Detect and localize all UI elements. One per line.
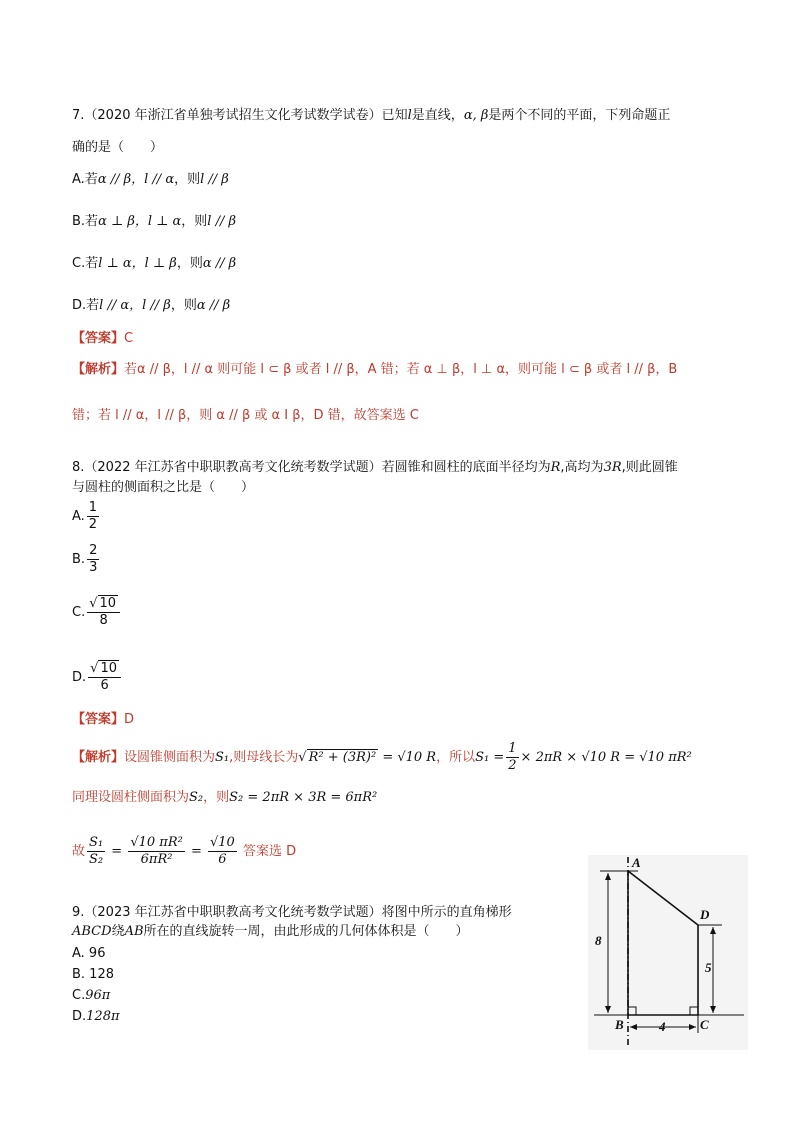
label-a: A [632,855,641,870]
q7-option-a [72,170,229,190]
q7-analysis-line2 [72,406,419,426]
q9-stem-text-b: 绕 [111,924,125,939]
q8-half-fraction [506,741,518,774]
fraction-numerator: 1 [88,500,98,515]
fraction-numerator: √ 10 [87,596,120,613]
q7-option-c-math: l ⊥ α，l ⊥ β [98,256,177,271]
fraction-denominator: 2 [508,758,517,773]
q9-stem-text: 9.（2023 年江苏省中职职教高考文化统考数学试题）将图中所示的直角梯形 [72,905,512,920]
q9-option-c-math: 96π [85,988,111,1003]
label-c: C [700,1017,709,1032]
q7-answer-tag: 【答案】 [72,331,125,346]
q8-stem-text-d: 与圆柱的侧面积之比是（ ） [72,480,255,495]
q8-analysis-text-d: 同理设圆柱侧面积为 [72,790,190,805]
q9-option-d-label: D. [72,1009,87,1024]
q8-conclusion: 故 $\frac{\text{S₁}}{\text{S₂}}$ = $\frac{\text{√10 πR²}}{\text{6πR²}}$ = $\frac{√10}{6}$ 答案选 D [72,835,297,867]
q9-option-a-text: A. 96 [72,946,106,961]
q7-option-d-result: α // β [196,298,231,313]
q8-s1-rhs: × 2πR × √10 R = √10 πR² [520,750,692,765]
q8-answer-value: D [124,712,135,727]
q9-option-b-text: B. 128 [72,967,114,982]
q7-option-a-math: α // β，l // α [97,172,175,187]
q9-stem-abcd: ABCD [72,924,112,939]
sqrt-radicand: 10 [100,661,117,676]
trapezoid-figure [588,855,748,1050]
q8-stem-text-c: ,则此圆锥 [621,460,678,475]
q7-option-c-label: C.若 [72,256,99,271]
fraction-numerator: √10 πR² [130,835,183,850]
q7-option-c-then: ，则 [176,256,203,271]
fraction-denominator: 6 [218,852,227,867]
q7-stem-text: 7.（2020 年浙江省单独考试招生文化考试数学试卷）已知 [72,108,408,123]
q8-stem-text-b: ,高均为 [560,460,604,475]
q8-option-d-label: D. [72,670,87,685]
q9-option-c [72,986,110,1006]
figure-background [588,855,748,1050]
q7-option-a-label: A.若 [72,172,98,187]
dim-ab-label: 8 [595,933,602,948]
fraction-denominator: 2 [88,517,98,532]
q7-option-b-label: B.若 [72,214,99,229]
q9-stem-ab: AB [124,924,144,939]
q8-ratio-fraction [87,835,105,868]
dim-dc-label: 5 [705,960,712,975]
fraction-denominator: 6 [100,678,109,693]
q7-option-a-result: l // β [200,172,229,187]
fraction-denominator: 8 [99,613,108,628]
fraction-denominator: 3 [89,560,98,575]
q7-analysis-tag: 【解析】 [72,362,125,377]
q8-option-b-label: B. [72,552,86,567]
q8-stem-line1 [72,458,678,478]
q7-stem-line2 [72,138,163,158]
label-b: B [615,1017,624,1032]
q8-s2: S₂ [189,790,204,805]
q8-slant-height-expr: √ R² + (3R)² = √10 R [298,750,437,765]
fraction-denominator: S₂ [89,852,104,867]
q9-option-a [72,944,105,964]
q8-stem-text: 8.（2022 年江苏省中职职教高考文化统考数学试题）若圆锥和圆柱的底面半径均为 [72,460,551,475]
q7-answer-value: C [124,331,134,346]
q8-option-c-label: C. [72,605,86,620]
q9-option-b [72,965,114,985]
q8-stem-3r: 3R [603,460,622,475]
q8-option-a-fraction [87,500,99,533]
q7-option-d-math: l // α，l // β [99,298,171,313]
q8-area-fraction [128,835,185,868]
q7-stem-text-b: 是直线， [411,108,464,123]
q7-stem-text-d: 确的是（ ） [72,140,164,155]
q8-answer [72,710,134,730]
sqrt-radicand: 10 [99,596,117,611]
q8-eq-sqrt10r: = √10 R [382,750,437,765]
q8-stem-line2 [72,478,254,498]
q8-analysis-text-b: ,则母线长为 [229,750,299,765]
fraction-numerator: √10 [210,835,235,850]
sqrt-radicand: R² + (3R)² [308,750,377,765]
q7-analysis-text1: 若α // β，l // α 则可能 l ⊂ β 或者 l // β，A 错；若 α ⊥ β，l ⊥ α，则可能 l ⊂ β 或者 l // β，B [124,362,678,377]
q9-option-d-math: 128π [86,1009,120,1024]
fraction-numerator: 2 [89,543,98,558]
q8-option-a-label: A. [72,509,85,524]
q9-option-c-label: C. [72,988,86,1003]
q9-stem-text-c: 所在的直线旋转一周，由此形成的几何体体积是（ ） [143,924,469,939]
q7-analysis-line1 [72,360,677,380]
q8-analysis-text-e: ，则 [203,790,230,805]
q8-s1-eq: S₁ = [475,750,505,765]
q7-stem-line1 [72,106,670,126]
q8-s2-expr: S₂ = 2πR × 3R = 6πR² [229,790,378,805]
q9-stem-line2 [72,922,469,942]
q8-s1: S₁ [215,750,230,765]
q8-analysis-tag: 【解析】 [72,750,125,765]
q7-stem-alpha-beta: α, β [463,108,489,123]
q7-answer [72,329,133,349]
fraction-numerator: 1 [508,741,517,756]
q9-option-d [72,1007,120,1027]
q9-stem-line1 [72,903,512,923]
q7-option-b [72,212,236,232]
dim-bc-label: 4 [659,1019,666,1034]
q8-option-a [72,500,101,533]
q8-analysis-line1 [72,741,692,774]
q7-stem-text-c: 是两个不同的平面，下列命题正 [488,108,671,123]
q8-option-b [72,543,101,576]
q8-option-c-fraction [87,596,120,629]
q7-stem-l: l [407,108,412,123]
fraction-denominator: 6πR² [140,852,173,867]
q8-result-fraction [208,835,237,868]
q8-option-c [72,596,122,629]
q7-option-d-then: ，则 [170,298,197,313]
q7-option-b-then: ，则 [181,214,208,229]
q7-option-a-then: ，则 [174,172,201,187]
q8-analysis-line2 [72,788,377,808]
q8-stem-r: R [550,460,561,475]
q8-answer-tag: 【答案】 [72,712,125,727]
label-d: D [700,907,710,922]
q7-option-b-result: l // β [207,214,236,229]
q8-option-d [72,661,123,694]
q7-option-b-math: α ⊥ β，l ⊥ α [98,214,182,229]
q8-conclusion-post: 答案选 D [242,844,297,859]
q7-analysis-text2: 错；若 l // α，l // β，则 α // β 或 α I β，D 错，故答案选 C [72,408,419,423]
q7-option-c-result: α // β [202,256,237,271]
q8-analysis-text-a: 设圆锥侧面积为 [124,750,216,765]
q7-option-d-label: D.若 [72,298,100,313]
q7-option-d [72,296,230,316]
fraction-numerator: S₁ [89,835,104,850]
q8-conclusion-pre: 故 [72,844,86,859]
q8-option-d-fraction [88,661,121,694]
q8-option-b-fraction [87,543,99,576]
fraction-numerator: √ 10 [88,661,121,678]
q8-analysis-text-c: ，所以 [436,750,476,765]
q7-option-c [72,254,236,274]
